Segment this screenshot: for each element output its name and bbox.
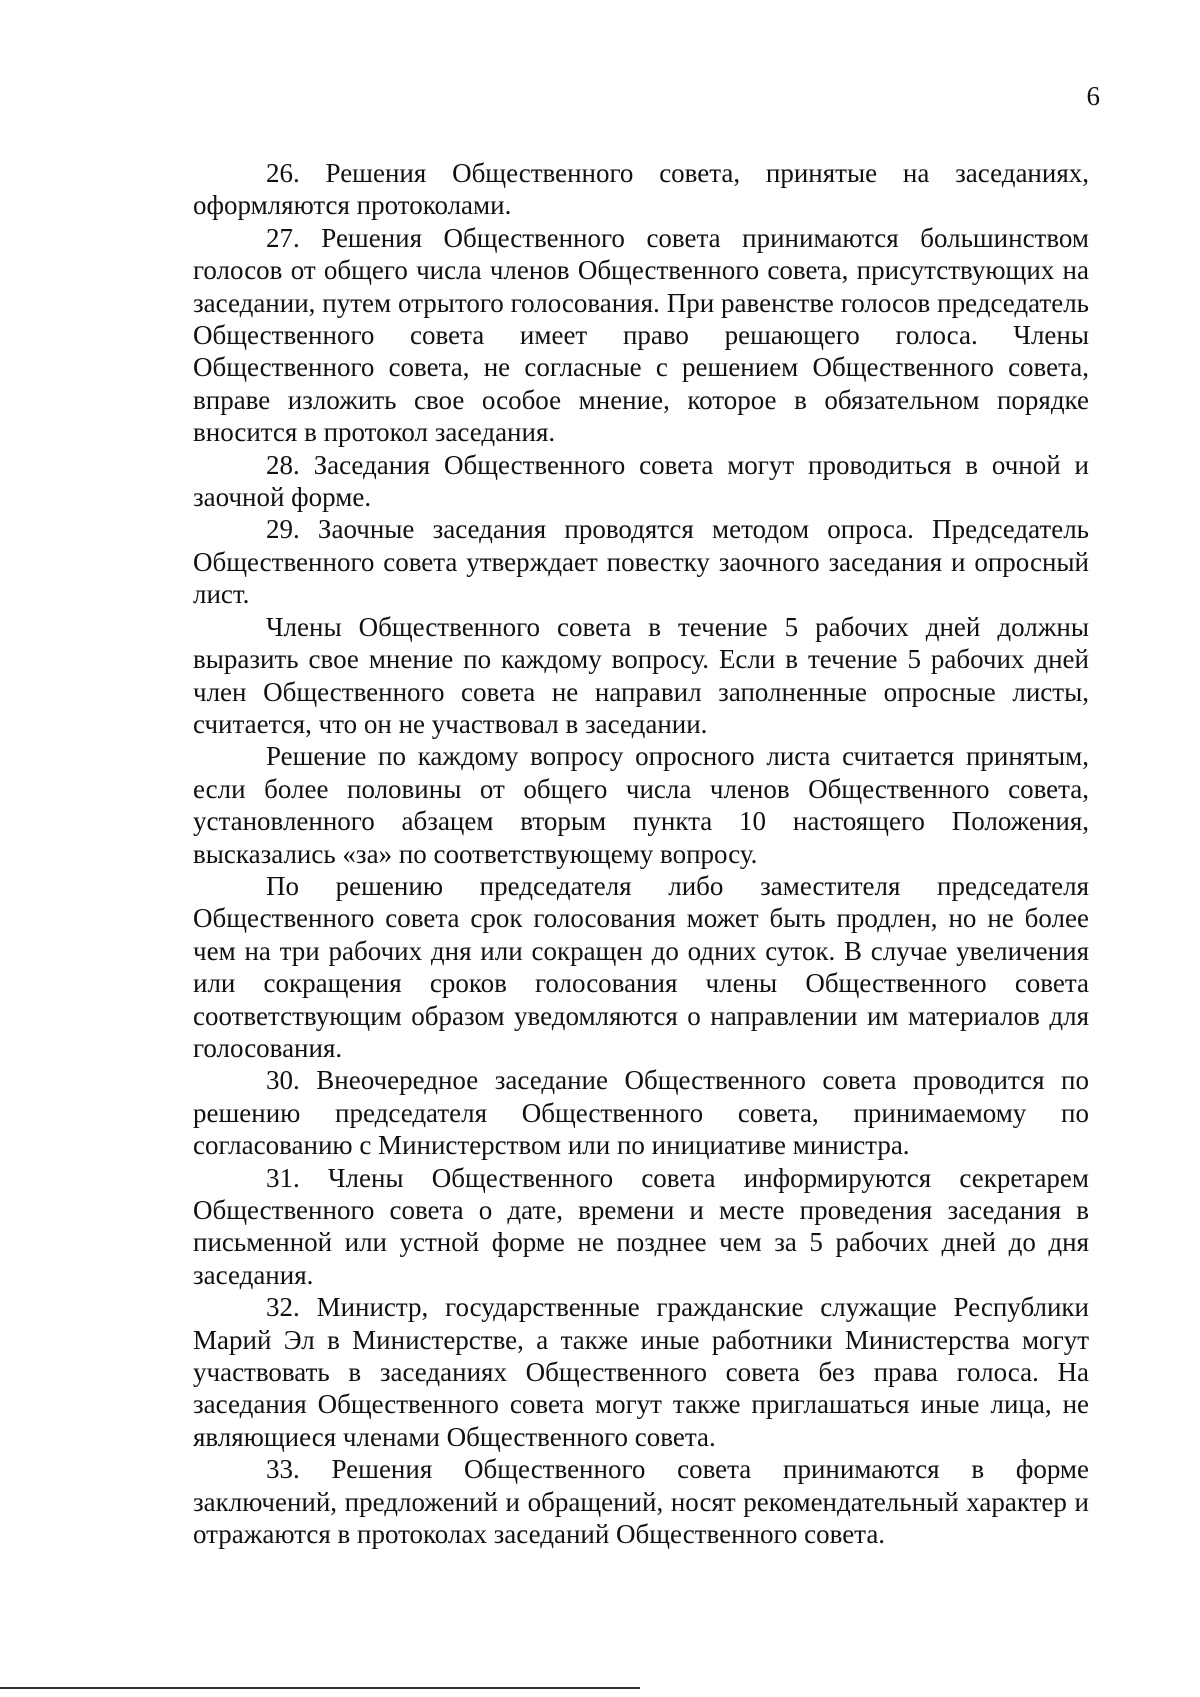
paragraph-28: 28. Заседания Общественного совета могут проводиться в очной и заочной форме. [193,449,1089,513]
page-number: 6 [1086,81,1100,111]
paragraph-27: 27. Решения Общественного совета принимаются большинством голосов от общего числа членов Общественного совета, присутствующих на заседании, путем отрытого голосования. При равенстве голосов председатель Общественного совета имеет право решающего голоса. Члены Общественного совета, не согласные с решением Общественного совета, вправе изложить свое особое мнение, которое в обязательном порядке вносится в протокол заседания. [193,222,1089,448]
document-body [193,157,1089,1550]
paragraph-32: 32. Министр, государственные гражданские служащие Республики Марий Эл в Министерстве, а также иные работники Министерства могут участвовать в заседаниях Общественного совета без права голоса. На заседания Общественного совета могут также приглашаться иные лица, не являющиеся членами Общественного совета. [193,1292,1089,1452]
paragraph-29: 29. Заочные заседания проводятся методом опроса. Председатель Общественного совета утверждает повестку заочного заседания и опросный лист. [193,514,1089,610]
bottom-scan-rule [0,1687,640,1689]
paragraph-29-decision: Решение по каждому вопросу опросного листа считается принятым, если более половины от общего числа членов Общественного совета, установленного абзацем вторым пункта 10 настоящего Положения, высказались «за» по соответствующему вопросу. [193,741,1089,869]
paragraph-26: 26. Решения Общественного совета, принятые на заседаниях, оформляются протоколами. [193,158,1089,221]
paragraph-33: 33. Решения Общественного совета принимаются в форме заключений, предложений и обращений, носят рекомендательный характер и отражаются в протоколах заседаний Общественного совета. [193,1454,1089,1550]
paragraph-30: 30. Внеочередное заседание Общественного совета проводится по решению председателя Общественного совета, принимаемому по согласованию с Министерством или по инициативе министра. [193,1065,1089,1161]
paragraph-29-term: По решению председателя либо заместителя председателя Общественного совета срок голосования может быть продлен, но не более чем на три рабочих дня или сокращен до одних суток. В случае увеличения или сокращения сроков голосования члены Общественного совета соответствующим образом уведомляются о направлении им материалов для голосования. [193,870,1089,1063]
paragraph-29-members: Члены Общественного совета в течение 5 рабочих дней должны выразить свое мнение по каждому вопросу. Если в течение 5 рабочих дней член Общественного совета не направил заполненные опросные листы, считается, что он не участвовал в заседании. [193,611,1089,739]
paragraph-31: 31. Члены Общественного совета информируются секретарем Общественного совета о дате, времени и месте проведения заседания в письменной или устной форме не позднее чем за 5 рабочих дней до дня заседания. [193,1162,1089,1290]
